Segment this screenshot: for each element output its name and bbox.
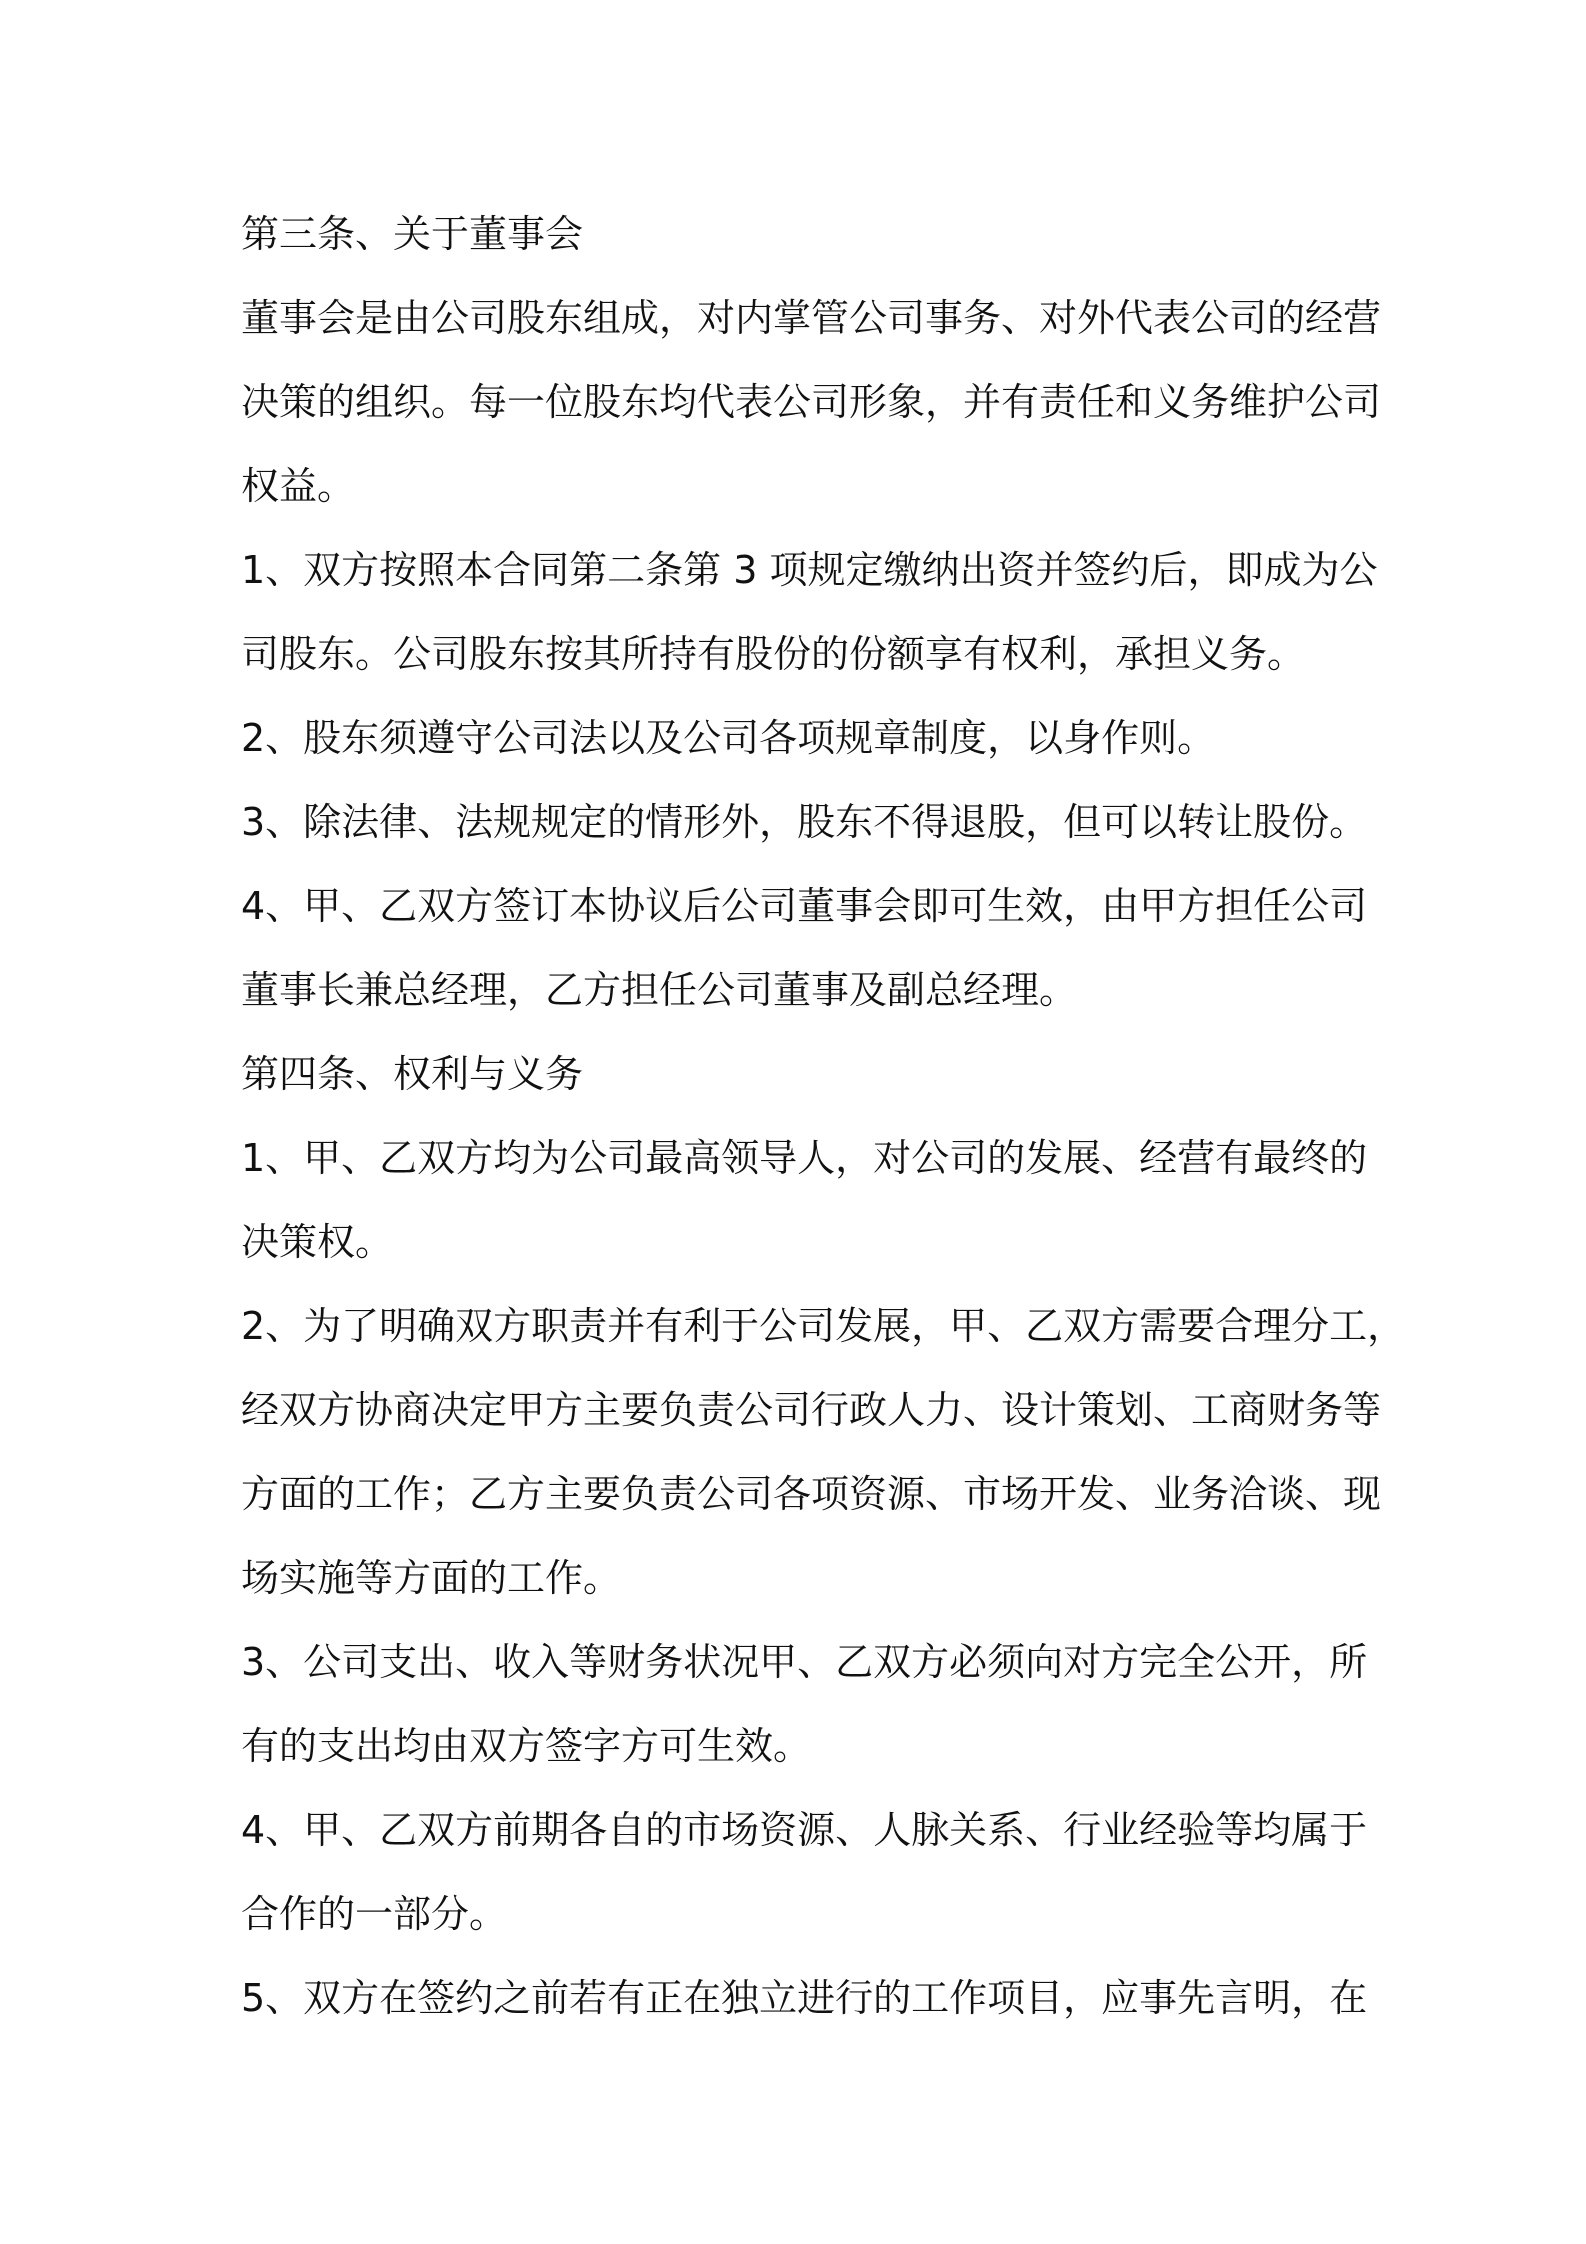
paragraph bbox=[241, 1284, 1406, 1620]
paragraph bbox=[241, 1116, 1371, 1284]
paragraph-line: 场实施等方面的工作。 bbox=[241, 1556, 622, 1600]
paragraph-line: 1、双方按照本合同第二条第 3 项规定缴纳出资并签约后，即成为公 bbox=[241, 548, 1378, 592]
paragraph-line: 5、双方在签约之前若有正在独立进行的工作项目，应事先言明，在 bbox=[241, 1976, 1368, 2020]
document-body bbox=[241, 192, 1406, 2040]
section-heading bbox=[241, 1032, 1371, 1116]
section-heading bbox=[241, 192, 1371, 276]
paragraph-line: 2、股东须遵守公司法以及公司各项规章制度，以身作则。 bbox=[241, 716, 1216, 760]
paragraph-line: 2、为了明确双方职责并有利于公司发展，甲、乙双方需要合理分工， bbox=[241, 1304, 1406, 1348]
paragraph-line: 决策权。 bbox=[241, 1220, 394, 1264]
paragraph bbox=[241, 528, 1378, 696]
paragraph-line: 经双方协商决定甲方主要负责公司行政人力、设计策划、工商财务等 bbox=[241, 1388, 1382, 1432]
heading-text: 第三条、关于董事会 bbox=[241, 212, 584, 256]
paragraph-line: 决策的组织。每一位股东均代表公司形象，并有责任和义务维护公司 bbox=[241, 380, 1382, 424]
paragraph bbox=[241, 696, 1371, 780]
paragraph bbox=[241, 864, 1371, 1032]
paragraph-line: 合作的一部分。 bbox=[241, 1892, 508, 1936]
heading-text: 第四条、权利与义务 bbox=[241, 1052, 584, 1096]
paragraph-line: 董事会是由公司股东组成，对内掌管公司事务、对外代表公司的经营 bbox=[241, 296, 1382, 340]
paragraph-line: 3、除法律、法规规定的情形外，股东不得退股，但可以转让股份。 bbox=[241, 800, 1368, 844]
paragraph-line: 4、甲、乙双方签订本协议后公司董事会即可生效，由甲方担任公司 bbox=[241, 884, 1368, 928]
paragraph bbox=[241, 276, 1382, 528]
paragraph-line: 3、公司支出、收入等财务状况甲、乙双方必须向对方完全公开，所 bbox=[241, 1640, 1368, 1684]
paragraph-line: 1、甲、乙双方均为公司最高领导人，对公司的发展、经营有最终的 bbox=[241, 1136, 1368, 1180]
paragraph-line: 董事长兼总经理，乙方担任公司董事及副总经理。 bbox=[241, 968, 1078, 1012]
paragraph-line: 有的支出均由双方签字方可生效。 bbox=[241, 1724, 812, 1768]
paragraph-line: 权益。 bbox=[241, 464, 356, 508]
paragraph bbox=[241, 1788, 1371, 1956]
paragraph-line: 方面的工作；乙方主要负责公司各项资源、市场开发、业务洽谈、现 bbox=[241, 1472, 1382, 1516]
paragraph bbox=[241, 780, 1371, 864]
paragraph bbox=[241, 1956, 1371, 2040]
paragraph-line: 4、甲、乙双方前期各自的市场资源、人脉关系、行业经验等均属于 bbox=[241, 1808, 1368, 1852]
paragraph bbox=[241, 1620, 1371, 1788]
paragraph-line: 司股东。公司股东按其所持有股份的份额享有权利，承担义务。 bbox=[241, 632, 1306, 676]
